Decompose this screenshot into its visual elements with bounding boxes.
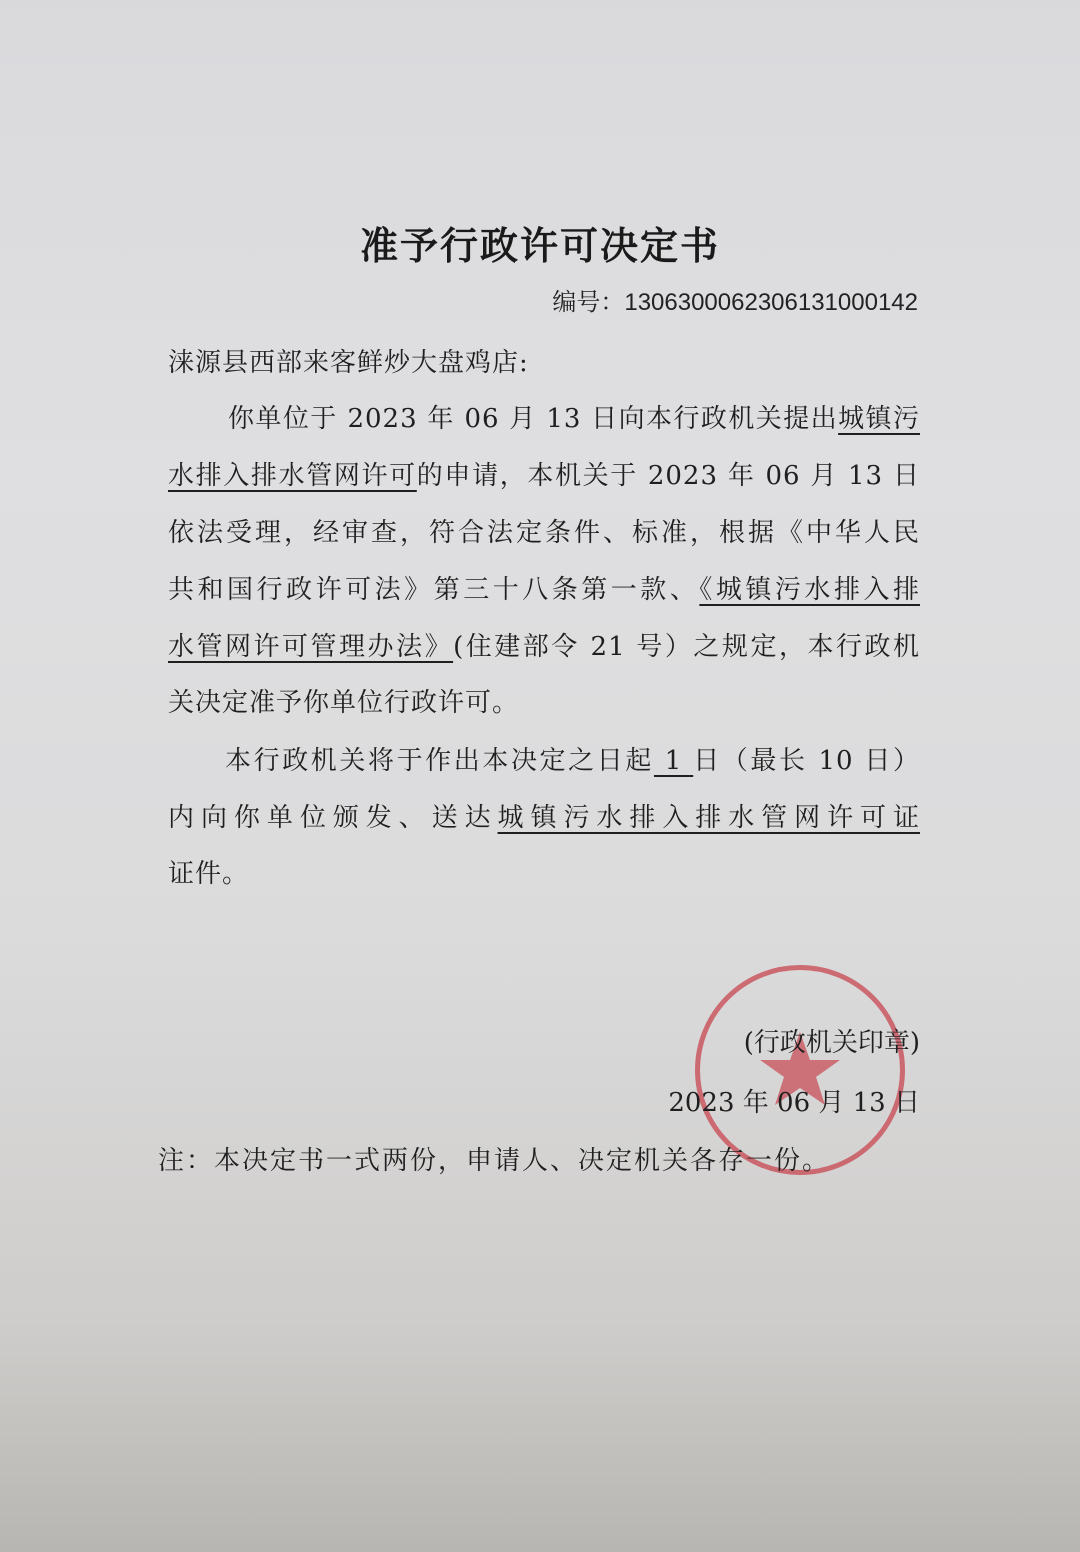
days-value-underlined: 1	[653, 746, 694, 776]
permit-name-underlined: 水排入排水管网许可	[168, 461, 417, 491]
para2-line1	[225, 740, 920, 777]
text: 的申请，本机关于 2023 年 06 月 13 日	[416, 461, 920, 491]
addressee: 涞源县西部来客鲜炒大盘鸡店:	[168, 348, 529, 378]
para1-line5	[168, 626, 920, 663]
para1-line6: 关决定准予你单位行政许可。	[168, 688, 520, 718]
text: (住建部令 21 号）之规定，本行政机	[453, 632, 920, 662]
seal-label: (行政机关印章)	[743, 1028, 920, 1058]
permit-name-underlined: 城镇污	[838, 404, 920, 434]
para2-line3: 证件。	[168, 859, 250, 889]
document-title: 准予行政许可决定书	[359, 223, 720, 268]
para1-line4	[168, 569, 920, 606]
regulation-name-underlined: 《城镇污水排入排	[699, 575, 920, 605]
issue-date: 2023 年 06 月 13 日	[668, 1088, 920, 1118]
document-number-label: 编号：	[552, 288, 625, 316]
certificate-name-underlined: 城镇污水排入排水管网许可证	[497, 803, 920, 833]
para1-line3: 依法受理，经审查，符合法定条件、标准，根据《中华人民	[168, 518, 920, 548]
paper-document	[0, 10, 1080, 1552]
text: 你单位于 2023 年 06 月 13 日向本行政机关提出	[228, 404, 839, 434]
text: 本行政机关将于作出本决定之日起	[225, 746, 654, 776]
para1-line1	[228, 398, 920, 435]
text: 日（最长 10 日）	[693, 746, 920, 776]
para1-line2	[168, 455, 920, 492]
document-number	[552, 282, 918, 317]
para2-line2	[168, 797, 920, 834]
text: 共和国行政许可法》第三十八条第一款、	[168, 575, 700, 605]
regulation-name-underlined: 水管网许可管理办法》	[168, 632, 454, 662]
document-number-value: 1306300062306131000142	[624, 289, 918, 316]
text: 内向你单位颁发、送达	[168, 803, 498, 833]
footnote: 注：本决定书一式两份，申请人、决定机关各存一份。	[158, 1146, 831, 1176]
